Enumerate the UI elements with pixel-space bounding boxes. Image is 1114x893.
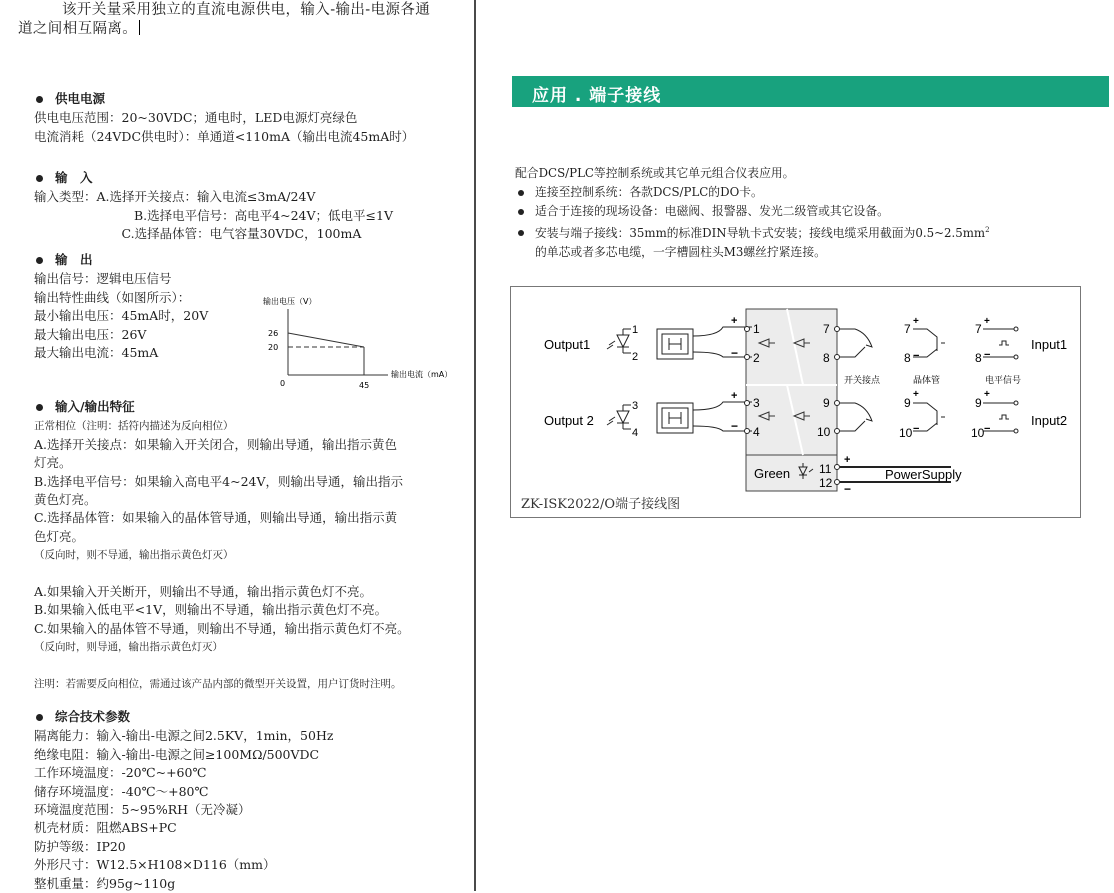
graph-y-label: 输出电压（V） [263, 297, 317, 306]
superscript: 2 [985, 226, 990, 234]
graph-curve [288, 333, 364, 347]
text-cursor [139, 20, 140, 35]
left-column [0, 0, 474, 891]
led-icon [607, 405, 629, 429]
power-line: 供电电压范围：20~30VDC；通电时，LED电源灯亮绿色 [34, 110, 358, 126]
spec-line: 防护等级：IP20 [34, 838, 126, 854]
output-title-text: 输 出 [55, 252, 93, 267]
power-section [34, 90, 414, 146]
terminal-dot [835, 480, 840, 485]
app-bullet [515, 202, 990, 221]
terminal-10: 10 [817, 425, 831, 439]
minus-sign: − [731, 419, 739, 433]
output1-label: Output1 [544, 337, 591, 352]
io-section [34, 398, 410, 694]
output1-wire [693, 327, 752, 357]
input-line: C.选择晶体管：电气容量30VDC，100mA [34, 226, 362, 242]
terminal-label: 10 [899, 426, 913, 440]
terminal-label: 2 [632, 351, 639, 363]
io-line: C.选择晶体管：如果输入的晶体管导通，则输出导通，输出指示黄 [34, 510, 398, 526]
section-banner [512, 76, 1109, 107]
spec-line: 隔离能力：输入-输出-电源之间2.5KV，1min，50Hz [34, 728, 334, 744]
terminal-dot [835, 465, 840, 470]
spec-line: 储存环境温度：-40℃～+80℃ [34, 783, 209, 799]
terminal-label: 1 [632, 324, 639, 336]
bullet-icon [518, 230, 524, 236]
spec-line: 外形尺寸：W12.5×H108×D116（mm） [34, 857, 276, 873]
power-line: 电流消耗（24VDC供电时）：单通道<110mA（输出电流45mA时） [34, 128, 415, 144]
minus-sign: − [913, 423, 920, 435]
terminal-7: 7 [823, 322, 830, 336]
wiring-diagram [510, 286, 1081, 518]
app-bullet-text: 连接至控制系统：各款DCS/PLC的DO卡。 [535, 185, 763, 199]
io-lines [34, 417, 410, 693]
io-line: A.选择开关接点：如果输入开关闭合，则输出导通，输出指示黄色 [34, 436, 398, 452]
terminal-dot [1014, 401, 1018, 405]
io-line: A.如果输入开关断开，则输出不导通，输出指示黄色灯不亮。 [34, 584, 373, 600]
terminal-dot [835, 401, 840, 406]
terminal-dot [745, 327, 750, 332]
output-characteristic-graph [258, 295, 458, 390]
terminal-label: 7 [975, 322, 982, 336]
bullet-icon [36, 96, 43, 103]
output2-wire [693, 402, 752, 431]
terminal-label: 8 [975, 351, 982, 365]
io-line: 注明：若需要反向相位，需通过该产品内部的微型开关设置，用户订货时注明。 [34, 678, 402, 691]
bullet-icon [518, 190, 524, 196]
intro-line-2 [18, 20, 464, 39]
bullet-icon [36, 714, 43, 721]
output-line: 最小输出电压：45mA时，20V [34, 308, 209, 324]
terminal-3: 3 [753, 396, 760, 410]
plus-sign: + [731, 390, 738, 402]
terminal-label: 8 [904, 351, 911, 365]
terminal-dot [1014, 355, 1018, 359]
terminal-12: 12 [819, 476, 833, 490]
power-supply-label: PowerSupply [885, 467, 962, 482]
output-section [34, 251, 208, 362]
app-bullet-text: 适合于连接的现场设备：电磁阀、报警器、发光二级管或其它设备。 [535, 204, 889, 218]
graph-x-tick: 45 [359, 381, 370, 390]
input-title [34, 169, 393, 187]
terminal-label: 3 [632, 400, 639, 412]
output-title [34, 251, 208, 269]
terminal-dot [1014, 327, 1018, 331]
terminal-label: 7 [904, 322, 911, 336]
plus-sign: + [984, 389, 990, 400]
io-title-text: 输入/输出特征 [55, 399, 135, 414]
minus-sign: − [844, 482, 852, 496]
graph-svg [258, 295, 458, 390]
power-title-text: 供电电源 [55, 91, 106, 106]
app-bullet [515, 221, 990, 243]
io-line: B.选择电平信号：如果输入高电平4~24V，则输出导通，输出指示 [34, 473, 404, 489]
input-line: 输入类型：A.选择开关接点：输入电流≤3mA/24V [34, 189, 316, 205]
bullet-icon [36, 404, 43, 411]
io-line: B.如果输入低电平<1V，则输出不导通，输出指示黄色灯不亮。 [34, 602, 388, 618]
switch-contact-icon [840, 403, 872, 431]
specs-section [34, 708, 333, 893]
plus-sign: + [731, 315, 738, 327]
intro-paragraph [18, 1, 464, 39]
graph-x-label: 输出电流（mA） [391, 370, 453, 379]
specs-title [34, 708, 333, 726]
output-line: 最大输出电流：45mA [34, 345, 159, 361]
io-line [34, 657, 410, 675]
right-column [476, 0, 1114, 891]
io-line: 正常相位（注明：括符内描述为反向相位） [34, 420, 234, 433]
bullet-icon [36, 257, 43, 264]
output-line: 输出特性曲线（如图所示）： [34, 289, 191, 305]
terminal-label: 9 [975, 396, 982, 410]
minus-sign: − [984, 423, 991, 435]
io-line: 灯亮。 [34, 455, 72, 471]
bullet-icon [518, 209, 524, 215]
input1-label: Input1 [1031, 337, 1068, 352]
plus-sign: + [844, 454, 851, 466]
specs-title-text: 综合技术参数 [55, 709, 131, 724]
minus-sign: − [731, 346, 739, 360]
wiring-svg [511, 287, 1080, 517]
app-bullet [515, 183, 990, 202]
minus-sign: − [984, 349, 991, 361]
green-label: Green [754, 466, 791, 481]
diagram-caption: ZK-ISK2022/O端子接线图 [521, 497, 681, 512]
terminal-11: 11 [819, 462, 832, 476]
banner-title: 应用 . 端子接线 [532, 86, 662, 106]
transistor-label: 晶体管 [913, 375, 941, 385]
bullet-icon [36, 175, 43, 182]
spec-line: 整机重量：约95g~110g [34, 875, 176, 891]
app-line: 配合DCS/PLC等控制系统或其它单元组合仪表应用。 [515, 166, 795, 180]
io-line [34, 565, 410, 583]
input-title-text: 输 入 [55, 170, 93, 185]
terminal-9: 9 [823, 396, 830, 410]
power-title [34, 90, 414, 108]
io-line: 色灯亮。 [34, 528, 85, 544]
terminal-dot [1014, 429, 1018, 433]
input2-label: Input2 [1031, 413, 1068, 428]
switch-contact-label: 开关接点 [844, 375, 881, 385]
terminal-1: 1 [753, 322, 760, 336]
level-signal-label: 电平信号 [985, 375, 1022, 385]
plus-sign: + [984, 316, 990, 327]
terminal-label: 10 [971, 426, 985, 440]
io-line: （反向时，则导通，输出指示黄色灯灭） [34, 641, 223, 654]
terminal-4: 4 [753, 425, 760, 439]
input-section [34, 169, 393, 244]
led-icon [607, 329, 629, 353]
output-line: 最大输出电压：26V [34, 326, 147, 342]
application-text [515, 164, 990, 262]
output-line: 输出信号：逻辑电压信号 [34, 271, 172, 287]
intro-line-2-text: 道之间相互隔离。 [18, 21, 138, 37]
plus-sign: + [913, 316, 919, 327]
graph-x-tick: 0 [280, 379, 286, 388]
spec-line: 机壳材质：阻燃ABS+PC [34, 820, 177, 836]
spec-line: 环境温度范围：5~95%RH（无冷凝） [34, 802, 251, 818]
terminal-dot [835, 429, 840, 434]
spec-line: 绝缘电阻：输入-输出-电源之间≥100MΩ/500VDC [34, 746, 320, 762]
terminal-8: 8 [823, 351, 830, 365]
terminal-2: 2 [753, 351, 760, 365]
input-line: B.选择电平信号：高电平4~24V；低电平≤1V [34, 207, 393, 223]
io-line: 黄色灯亮。 [34, 492, 97, 508]
app-bullet-text: 安装与端子接线：35mm的标准DIN导轨卡式安装；接线电缆采用截面为0.5~2.5mm [535, 225, 986, 240]
terminal-dot [835, 327, 840, 332]
intro-line-1: 该开关量采用独立的直流电源供电，输入-输出-电源各通 [62, 2, 431, 18]
plus-sign: + [913, 389, 919, 400]
terminal-dot [745, 355, 750, 360]
graph-y-tick: 20 [268, 343, 279, 352]
terminal-dot [745, 429, 750, 434]
terminal-label: 4 [632, 427, 639, 439]
terminal-dot [835, 355, 840, 360]
switch-contact-icon [840, 329, 872, 357]
output2-label: Output 2 [544, 413, 594, 428]
io-line: C.如果输入的晶体管不导通，则输出不导通，输出指示黄色灯不亮。 [34, 620, 410, 636]
terminal-dot [745, 401, 750, 406]
terminal-label: 9 [904, 396, 911, 410]
io-line: （反向时，则不导通，输出指示黄色灯灭） [34, 549, 234, 562]
io-title [34, 398, 410, 416]
app-line: 的单芯或者多芯电缆，一字槽圆柱头M3螺丝拧紧连接。 [535, 244, 826, 259]
graph-y-tick: 26 [268, 329, 279, 338]
spec-line: 工作环境温度：-20℃~+60℃ [34, 765, 207, 781]
minus-sign: − [913, 350, 920, 362]
